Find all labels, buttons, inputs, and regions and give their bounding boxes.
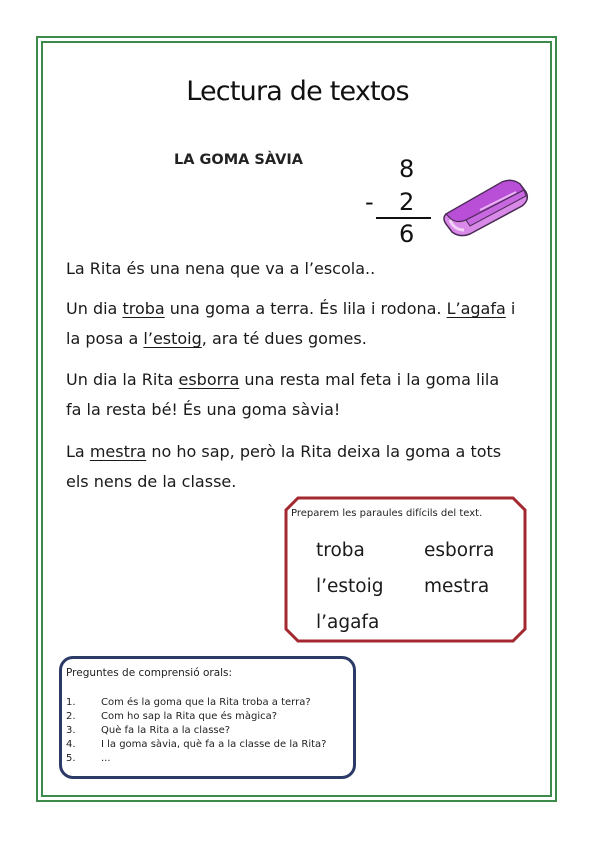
underlined-word: L’agafa [446, 299, 506, 318]
paragraph-text: La [66, 442, 90, 461]
question-number: 4. [66, 739, 76, 750]
questions-title: Preguntes de comprensió orals: [66, 667, 233, 679]
subtraction-subtrahend: 2 [399, 188, 415, 216]
underlined-word: esborra [178, 370, 240, 389]
story-title: LA GOMA SÀVIA [174, 152, 303, 168]
paragraph-text: , ara té dues gomes. [201, 329, 367, 348]
question-number: 3. [66, 725, 76, 736]
story-paragraph-3 [66, 365, 536, 425]
vocabulary-word: mestra [424, 576, 490, 597]
question-text: Com ho sap la Rita que és màgica? [101, 711, 278, 722]
underlined-word: troba [122, 299, 165, 318]
paragraph-text: no ho sap, però la Rita deixa la goma a tots [146, 442, 502, 461]
subtraction-line [376, 217, 431, 219]
paragraph-text: La Rita és una nena que va a l’escola.. [66, 259, 376, 278]
subtraction-result: 6 [399, 220, 415, 248]
paragraph-text: i [505, 299, 516, 318]
paragraph-text: els nens de la classe. [66, 472, 237, 491]
vocabulary-word: l’agafa [316, 612, 380, 633]
vocabulary-word: troba [316, 540, 365, 561]
underlined-word: l’estoig [143, 329, 202, 348]
story-paragraph-2 [66, 294, 536, 354]
paragraph-text: fa la resta bé! És una goma sàvia! [66, 400, 341, 419]
question-number: 1. [66, 697, 76, 708]
vocabulary-word: l’estoig [316, 576, 384, 597]
subtraction-minuend: 8 [399, 155, 415, 183]
question-text: Com és la goma que la Rita troba a terra? [101, 697, 311, 708]
question-number: 2. [66, 711, 76, 722]
paragraph-text: una goma a terra. És lila i rodona. [164, 299, 447, 318]
question-text: ... [101, 753, 111, 764]
story-paragraph-4 [66, 437, 536, 497]
question-number: 5. [66, 753, 76, 764]
underlined-word: mestra [89, 442, 147, 461]
paragraph-text: Un dia la Rita [66, 370, 179, 389]
question-text: I la goma sàvia, què fa a la classe de la Rita? [101, 739, 327, 750]
page-title: Lectura de textos [186, 76, 409, 107]
story-paragraph-1 [66, 254, 536, 284]
question-text: Què fa la Rita a la classe? [101, 725, 231, 736]
vocabulary-title: Preparem les paraules difícils del text. [291, 508, 483, 519]
vocabulary-word: esborra [424, 540, 495, 561]
paragraph-text: Un dia [66, 299, 123, 318]
paragraph-text: la posa a [66, 329, 144, 348]
subtraction-operator: - [365, 188, 374, 216]
paragraph-text: una resta mal feta i la goma lila [239, 370, 500, 389]
eraser-icon [440, 170, 532, 240]
